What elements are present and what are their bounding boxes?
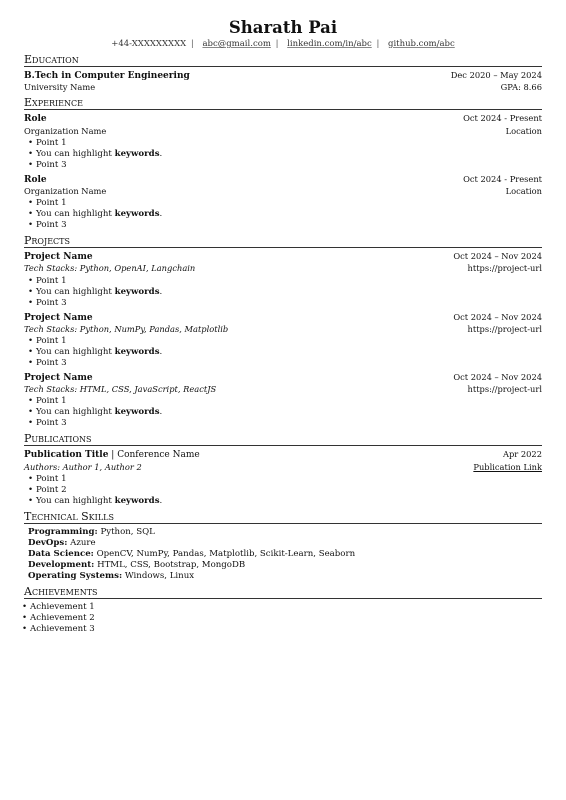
bullet-text: Point 1 <box>36 473 67 484</box>
experience-location: Location <box>505 186 542 197</box>
bullet-point <box>28 287 542 298</box>
project-row <box>24 384 542 395</box>
bullet-point <box>28 347 542 358</box>
bullet-icon: • <box>28 484 34 495</box>
skill-label: Data Science: <box>28 548 94 559</box>
skill-value: Python, SQL <box>97 526 155 537</box>
bullet-text: Point 1 <box>36 275 67 286</box>
bullet-point <box>28 209 542 220</box>
achievement-text: Achievement 1 <box>30 601 95 612</box>
bullet-icon: • <box>28 396 34 407</box>
bullet-keyword: keywords <box>114 495 160 506</box>
bullet-icon: • <box>28 159 34 170</box>
skill-label: Operating Systems: <box>28 570 123 581</box>
resume-page <box>24 18 542 635</box>
bullet-text: You can highlight <box>36 495 115 506</box>
project-entry <box>24 372 542 429</box>
bullet-icon: • <box>28 473 34 484</box>
project-row <box>24 312 542 324</box>
degree: B.Tech in Computer Engineering <box>24 71 190 81</box>
experience-row <box>24 126 542 137</box>
bullet-icon: • <box>28 407 34 418</box>
organization-name: Organization Name <box>24 186 107 197</box>
education-dates: Dec 2020 – May 2024 <box>450 70 542 80</box>
experience-dates: Oct 2024 - Present <box>463 173 542 184</box>
skill-value: Azure <box>67 537 96 548</box>
skill-label: DevOps: <box>28 537 68 548</box>
bullet-keyword: keywords <box>114 286 160 297</box>
publications-heading: Publications <box>24 432 542 446</box>
skill-label: Programming: <box>28 526 98 537</box>
tech-stack: Tech Stacks: Python, OpenAI, Langchain <box>24 263 196 274</box>
bullet-point <box>28 276 542 287</box>
bullet-keyword: keywords <box>114 148 160 159</box>
experience-list <box>24 113 542 231</box>
bullet-icon: • <box>28 275 34 286</box>
skill-row <box>28 571 542 582</box>
project-name: Project Name <box>24 312 93 323</box>
bullet-point <box>28 220 542 231</box>
bullet-point <box>28 298 542 309</box>
bullet-point <box>28 149 542 160</box>
contact-separator: | <box>275 39 279 49</box>
project-url[interactable]: https://project-url <box>467 263 542 274</box>
experience-points <box>28 138 542 171</box>
skill-row <box>28 538 542 549</box>
experience-entry <box>24 113 542 170</box>
bullet-point <box>28 496 542 507</box>
bullet-icon: • <box>28 336 34 347</box>
organization-name: Organization Name <box>24 125 107 136</box>
skill-value: OpenCV, NumPy, Pandas, Matplotlib, Scikit-Learn, Seaborn <box>93 548 356 559</box>
achievement-item <box>22 602 542 613</box>
bullet-punct: . <box>159 347 163 358</box>
bullet-point <box>28 485 542 496</box>
education-heading: Education <box>24 53 542 67</box>
bullet-point <box>28 396 542 407</box>
tech-stack: Tech Stacks: Python, NumPy, Pandas, Matplotlib <box>24 323 229 334</box>
bullet-point <box>28 418 542 429</box>
university-name: University Name <box>24 82 96 93</box>
project-name: Project Name <box>24 373 93 384</box>
bullet-icon: • <box>28 418 34 429</box>
bullet-icon: • <box>22 612 28 623</box>
skill-row <box>28 549 542 560</box>
project-dates: Oct 2024 – Nov 2024 <box>453 372 542 383</box>
bullet-punct: . <box>159 148 163 159</box>
contact-separator: | <box>190 39 194 49</box>
role-title: Role <box>24 114 47 125</box>
bullet-keyword: keywords <box>114 407 160 418</box>
bullet-text: Point 1 <box>36 137 67 148</box>
bullet-text: You can highlight <box>36 148 115 159</box>
bullet-point <box>28 138 542 149</box>
bullet-icon: • <box>28 148 34 159</box>
project-row <box>24 251 542 263</box>
bullet-text: Point 1 <box>36 396 67 407</box>
bullet-text: You can highlight <box>36 209 115 220</box>
projects-heading: Projects <box>24 234 542 248</box>
experience-entry <box>24 174 542 231</box>
skill-label: Development: <box>28 559 95 570</box>
experience-location: Location <box>505 125 542 136</box>
project-row <box>24 324 542 335</box>
linkedin-link[interactable]: linkedin.com/in/abc <box>287 39 372 49</box>
contact-line <box>24 39 542 50</box>
education-entry <box>24 70 542 93</box>
publication-points <box>28 474 542 507</box>
bullet-text: Point 2 <box>36 484 67 495</box>
skills-list <box>28 527 542 582</box>
project-url[interactable]: https://project-url <box>467 323 542 334</box>
skill-value: Windows, Linux <box>122 570 195 581</box>
conference-name: Conference Name <box>117 450 200 461</box>
skill-row <box>28 560 542 571</box>
candidate-name: Sharath Pai <box>228 18 338 37</box>
project-dates: Oct 2024 – Nov 2024 <box>453 311 542 322</box>
bullet-text: Point 3 <box>36 220 67 231</box>
bullet-icon: • <box>28 198 34 209</box>
publication-header <box>24 450 200 461</box>
bullet-point <box>28 160 542 171</box>
skill-row <box>28 527 542 538</box>
bullet-text: You can highlight <box>36 407 115 418</box>
experience-dates: Oct 2024 - Present <box>463 113 542 124</box>
bullet-text: You can highlight <box>36 286 115 297</box>
bullet-icon: • <box>28 137 34 148</box>
bullet-punct: . <box>159 407 163 418</box>
achievements-heading: Achievements <box>24 585 542 599</box>
bullet-punct: . <box>159 209 163 220</box>
bullet-keyword: keywords <box>114 347 160 358</box>
bullet-punct: . <box>159 495 163 506</box>
bullet-keyword: keywords <box>114 209 160 220</box>
bullet-text: Point 1 <box>36 336 67 347</box>
project-entry <box>24 312 542 369</box>
bullet-point <box>28 198 542 209</box>
bullet-icon: • <box>22 601 28 612</box>
project-points <box>28 396 542 429</box>
bullet-text: Point 3 <box>36 418 67 429</box>
bullet-point <box>28 474 542 485</box>
experience-row <box>24 174 542 186</box>
publication-separator: | <box>108 450 118 461</box>
role-title: Role <box>24 174 47 185</box>
project-row <box>24 263 542 274</box>
tech-stack: Tech Stacks: HTML, CSS, JavaScript, ReactJS <box>24 384 217 395</box>
project-dates: Oct 2024 – Nov 2024 <box>453 251 542 262</box>
bullet-text: Point 3 <box>36 358 67 369</box>
bullet-punct: . <box>159 286 163 297</box>
project-points <box>28 276 542 309</box>
publication-link[interactable]: Publication Link <box>473 461 542 472</box>
bullet-icon: • <box>28 495 34 506</box>
bullet-text: Point 3 <box>36 159 67 170</box>
skills-heading: Technical Skills <box>24 510 542 524</box>
bullet-text: Point 3 <box>36 297 67 308</box>
achievement-item <box>22 624 542 635</box>
phone-number: +44-XXXXXXXXX <box>111 39 187 49</box>
experience-row <box>24 113 542 125</box>
contact-separator: | <box>376 39 380 49</box>
projects-list <box>24 251 542 429</box>
achievement-text: Achievement 2 <box>30 612 95 623</box>
bullet-text: You can highlight <box>36 347 115 358</box>
publication-authors: Authors: Author 1, Author 2 <box>24 461 142 472</box>
achievements-list <box>22 602 542 635</box>
project-row <box>24 372 542 384</box>
achievement-text: Achievement 3 <box>30 623 95 634</box>
publication-title: Publication Title <box>24 450 109 461</box>
bullet-icon: • <box>28 347 34 358</box>
bullet-point <box>28 358 542 369</box>
project-points <box>28 336 542 369</box>
bullet-icon: • <box>28 297 34 308</box>
experience-heading: Experience <box>24 96 542 110</box>
experience-row <box>24 186 542 197</box>
bullet-point <box>28 407 542 418</box>
skill-value: HTML, CSS, Bootstrap, MongoDB <box>94 559 246 570</box>
bullet-point <box>28 336 542 347</box>
gpa: GPA: 8.66 <box>500 82 542 93</box>
experience-points <box>28 198 542 231</box>
project-url[interactable]: https://project-url <box>467 384 542 395</box>
bullet-icon: • <box>28 358 34 369</box>
bullet-icon: • <box>28 209 34 220</box>
publication-date: Apr 2022 <box>502 449 542 460</box>
bullet-icon: • <box>28 286 34 297</box>
project-name: Project Name <box>24 252 93 263</box>
publication-entry <box>24 449 542 506</box>
github-link[interactable]: github.com/abc <box>388 39 455 49</box>
bullet-icon: • <box>22 623 28 634</box>
email-link[interactable]: abc@gmail.com <box>202 39 271 49</box>
project-entry <box>24 251 542 308</box>
bullet-text: Point 1 <box>36 198 67 209</box>
achievement-item <box>22 613 542 624</box>
bullet-icon: • <box>28 220 34 231</box>
